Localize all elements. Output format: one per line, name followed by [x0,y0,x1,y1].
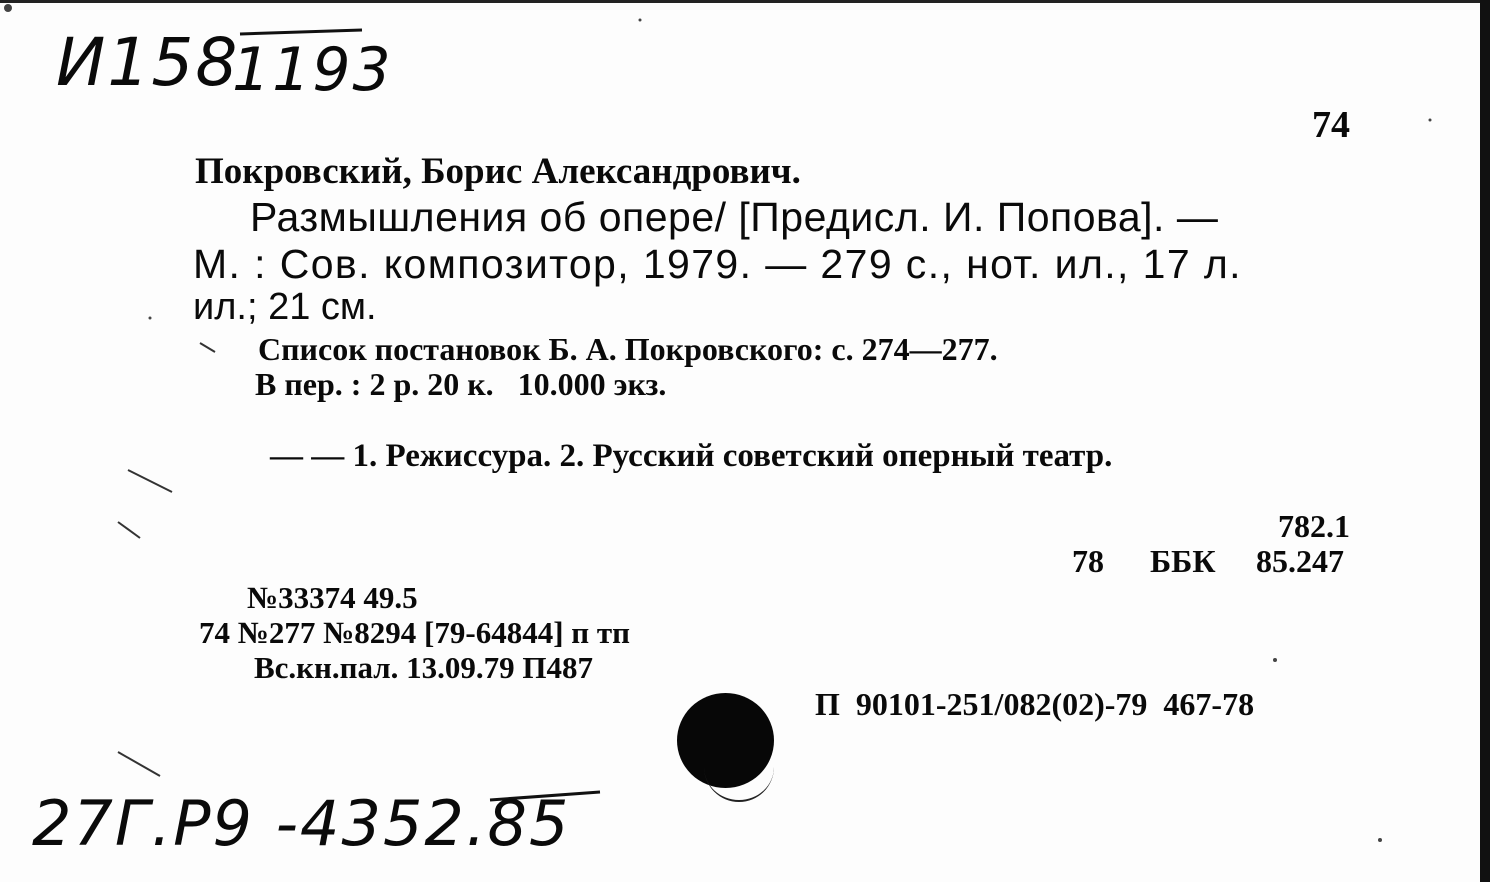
scratch-mark [118,752,160,776]
registry-line: №33374 49.5 [247,580,418,615]
speck [4,4,12,12]
handwritten-shelf-mark: И158 [56,24,240,101]
handwritten-overline [240,30,362,34]
card-number: 74 [1312,104,1350,146]
scratch-mark [118,522,140,538]
note-line: Список постановок Б. А. Покровского: с. 274—277. [258,331,998,367]
bbk-label: ББК [1150,543,1216,579]
title-line: Размышления об опере/ [Предисл. И. Попова]. — [250,194,1219,240]
scratch-mark [200,343,215,352]
bbk-code: 85.247 [1256,543,1344,579]
registry-line: Вс.кн.пал. 13.09.79 П487 [254,650,594,685]
subject-headings: — — 1. Режиссура. 2. Русский советский оперный театр. [270,438,1113,474]
author-heading: Покровский, Борис Александрович. [195,151,801,192]
size-line: ил.; 21 см. [193,286,377,328]
speck [149,317,152,320]
speck [1378,838,1382,842]
speck [1429,119,1432,122]
price-line: В пер. : 2 р. 20 к. 10.000 экз. [255,366,667,402]
handwritten-shelf-number: 1193 [232,35,393,105]
bbk-prefix: 78 [1072,543,1104,579]
handwritten-inventory-number: 27Г.Р9 -4352.85 [32,787,571,860]
price-code: П 90101-251/082(02)-79 467-78 [815,686,1255,722]
speck [639,19,642,22]
registry-line: 74 №277 №8294 [79-64844] п тп [199,615,630,650]
udk-code: 782.1 [1278,508,1350,544]
imprint-line: М. : Сов. композитор, 1979. — 279 с., нот. ил., 17 л. [193,241,1242,287]
speck [1273,658,1277,662]
scratch-mark [128,470,172,492]
